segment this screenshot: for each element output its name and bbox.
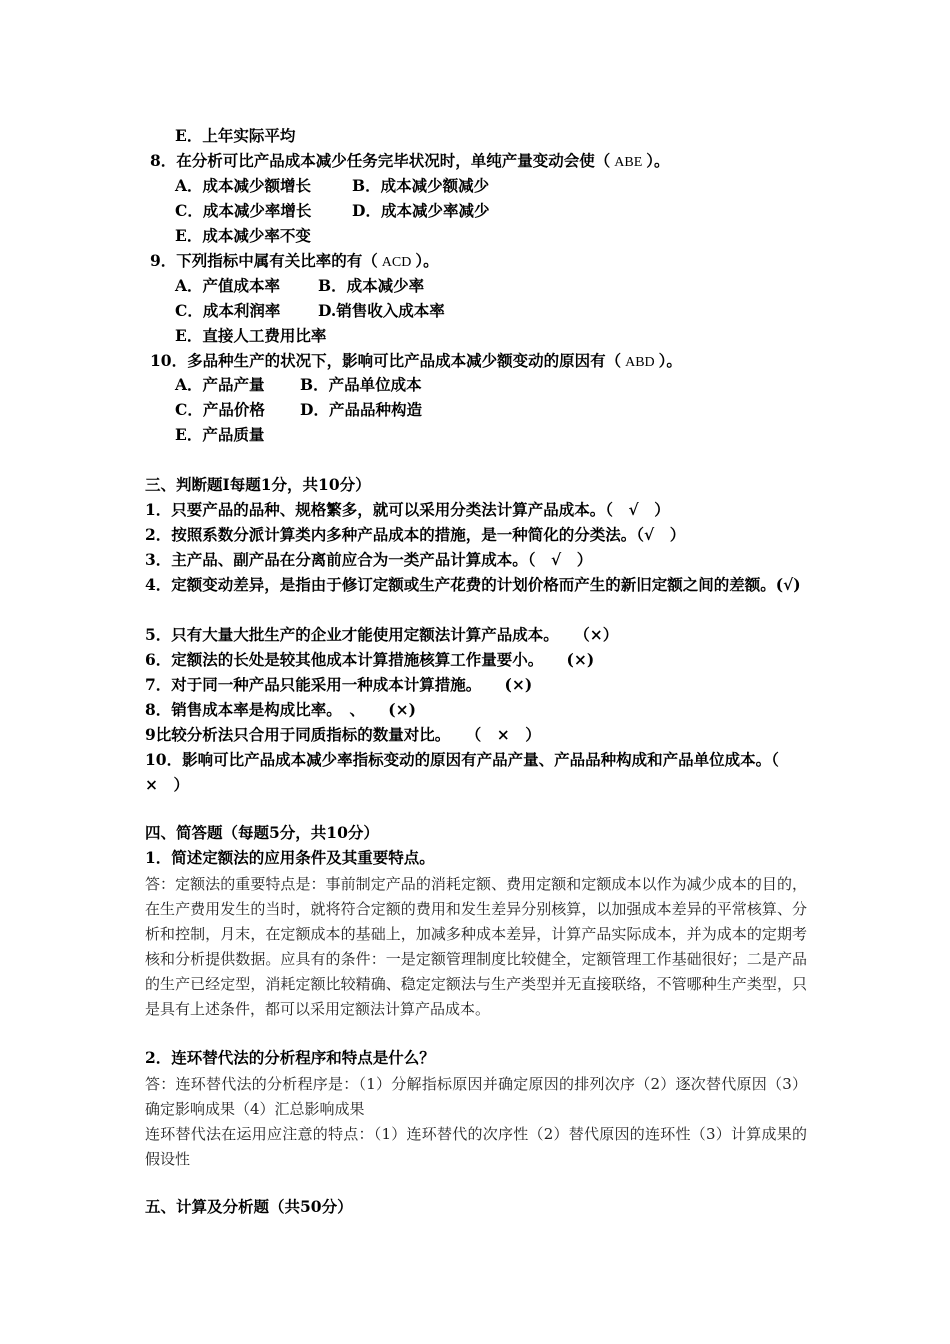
section5-title: 五、计算及分析题（共50分）	[145, 1197, 353, 1216]
q9-option-a: A．产值成本率	[175, 276, 281, 295]
q8-stem	[150, 151, 670, 173]
q8-answer: ABE	[614, 155, 643, 170]
q10-stem-end: ）。	[658, 351, 682, 370]
q8-option-d: D．成本减少率减少	[352, 201, 490, 220]
short-q2-answer-1: 答：连环替代法的分析程序是：（1）分解指标原因并确定原因的排列次序（2）逐次替代原因（3）确定影响成果（4）汇总影响成果	[145, 1075, 807, 1118]
short-q2-question: 2．连环替代法的分析程序和特点是什么？	[145, 1048, 435, 1067]
tf-item-4: 4．定额变动差异，是指由于修订定额或生产花费的计划价格而产生的新旧定额之间的差额。(√)	[145, 575, 801, 594]
section3-title: 三、判断题I每题1分，共10分）	[145, 475, 371, 494]
tf-item-9: 9比较分析法只合用于同质指标的数量对比。 （ × ）	[145, 725, 541, 744]
tf-item-6: 6．定额法的长处是较其他成本计算措施核算工作量要小。 (×)	[145, 650, 595, 669]
q8-stem-text: 8．在分析可比产品成本减少任务完毕状况时，单纯产量变动会使（	[150, 151, 611, 170]
q10-option-c: C．产品价格	[175, 400, 265, 419]
tf-item-3: 3．主产品、副产品在分离前应合为一类产品计算成本。（ √ ）	[145, 550, 593, 569]
q9-stem-end: ）。	[415, 251, 439, 270]
q8-option-b: B．成本减少额减少	[352, 176, 490, 195]
q10-answer: ABD	[625, 355, 655, 370]
tf-item-2: 2．按照系数分派计算类内多种产品成本的措施，是一种简化的分类法。（√ ）	[145, 525, 686, 544]
q8-stem-end: ）。	[646, 151, 670, 170]
q9-option-e: E．直接人工费用比率	[175, 326, 327, 345]
q10-stem	[150, 351, 682, 373]
q9-stem-text: 9．下列指标中属有关比率的有（	[150, 251, 378, 270]
short-q1-answer: 答：定额法的重要特点是：事前制定产品的消耗定额、费用定额和定额成本以作为减少成本的目的，在生产费用发生的当时，就将符合定额的费用和发生差异分别核算，以加强成本差异的平常核算、分析和控制，月末，在定额成本的基础上，加减多种成本差异，计算产品实际成本，并为成本的定期考核和分析提供数据。应具有的条件：一是定额管理制度比较健全，定额管理工作基础很好；二是产品的生产已经定型，消耗定额比较精确、稳定定额法与生产类型并无直接联络，不管哪种生产类型，只是具有上述条件，都可以采用定额法计算产品成本。	[145, 875, 807, 1018]
tf-item-1: 1．只要产品的品种、规格繁多，就可以采用分类法计算产品成本。（ √ ）	[145, 500, 670, 519]
q10-option-a: A．产品产量	[175, 375, 265, 394]
q8-option-a: A．成本减少额增长	[175, 176, 312, 195]
tf-item-10: 10．影响可比产品成本减少率指标变动的原因有产品产量、产品品种构成和产品单位成本。（ × ）	[145, 750, 795, 794]
q9-stem	[150, 251, 439, 273]
short-q2-answer-2: 连环替代法在运用应注意的特点：（1）连环替代的次序性（2）替代原因的连环性（3）计算成果的假设性	[145, 1125, 807, 1168]
q10-option-e: E．产品质量	[175, 425, 265, 444]
q10-option-d: D．产品品种构造	[300, 400, 422, 419]
tf-item-7: 7．对于同一种产品只能采用一种成本计算措施。 (×)	[145, 675, 533, 694]
q8-option-c: C．成本减少率增长	[175, 201, 312, 220]
q9-option-b: B．成本减少率	[318, 276, 425, 295]
q9-option-c: C．成本利润率	[175, 301, 281, 320]
q10-stem-text: 10．多品种生产的状况下，影响可比产品成本减少额变动的原因有（	[150, 351, 622, 370]
q9-answer: ACD	[381, 255, 412, 270]
q7-option-e: E．上年实际平均	[175, 126, 296, 145]
short-q1-question: 1．简述定额法的应用条件及其重要特点。	[145, 848, 435, 867]
tf-item-5: 5．只有大量大批生产的企业才能使用定额法计算产品成本。 （×）	[145, 625, 619, 644]
q8-option-e: E．成本减少率不变	[175, 226, 311, 245]
section4-title: 四、简答题（每题5分，共10分）	[145, 823, 379, 842]
q9-option-d: D.销售收入成本率	[318, 301, 445, 320]
q10-option-b: B．产品单位成本	[300, 375, 422, 394]
tf-item-8: 8．销售成本率是构成比率。 、 (×)	[145, 700, 416, 719]
